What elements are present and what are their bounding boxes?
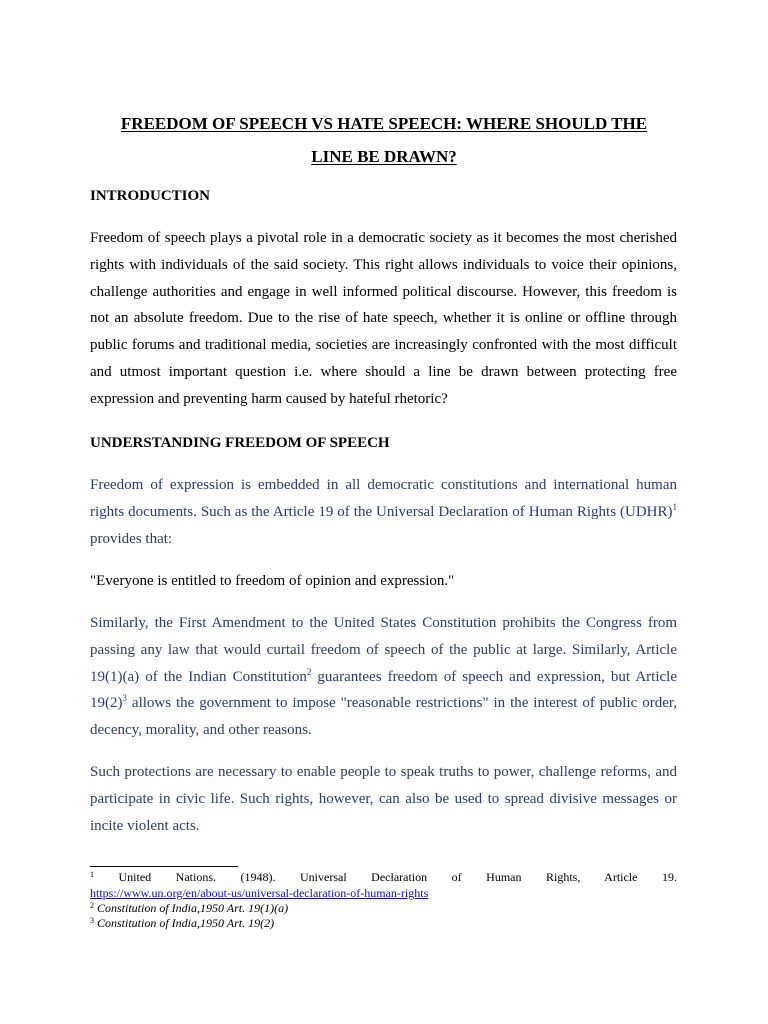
intro-paragraph: Freedom of speech plays a pivotal role in a democratic society as it becomes the most cherished rights with individuals of the said society. This right allows individuals to voice their opinions, challenge authorities and engage in well informed political discourse. However, this freedom is not an absolute freedom. Due to the rise of hate speech, whether it is online or offline through public forums and traditional media, societies are increasingly confronted with the most difficult and utmost important question i.e. where should a line be drawn between protecting free expression and preventing harm caused by hateful rhetoric? (90, 230, 677, 407)
udhr-quote: "Everyone is entitled to freedom of opinion and expression." (90, 573, 455, 589)
amendment-text-1: Similarly, the First Amendment to the United States Constitution prohibits the Congress from passing any law that would curtail freedom of speech of the public at large. Similarly, Article 19(1)(a) of the Indian Constitution (90, 615, 677, 685)
footnote-1-number: 1 (90, 870, 94, 879)
document-title (90, 107, 678, 173)
footnote-3 (90, 916, 677, 931)
footnote-3-text: Constitution of India,1950 Art. 19(2) (94, 916, 275, 930)
intro-heading: INTRODUCTION (90, 188, 211, 204)
footnote-ref-2[interactable]: 2 (306, 666, 312, 677)
protections-paragraph: Such protections are necessary to enable people to speak truths to power, challenge reforms, and participate in civic life. Such rights, however, can also be used to spread divisive messages or incite violent acts. (90, 764, 677, 834)
udhr-paragraph (90, 472, 677, 552)
footnote-1-link-line (90, 886, 677, 901)
footnote-2 (90, 901, 677, 916)
amendment-paragraph (90, 610, 677, 744)
footnote-2-number: 2 (90, 901, 94, 910)
footnote-ref-3[interactable]: 3 (122, 693, 127, 704)
footnote-2-text: Constitution of India,1950 Art. 19(1)(a) (94, 901, 289, 915)
footnote-separator (90, 866, 238, 867)
section-heading-understanding: UNDERSTANDING FREEDOM OF SPEECH (90, 435, 390, 451)
amendment-text-3: allows the government to impose "reasonable restrictions" in the interest of public order, decency, morality, and other reasons. (90, 695, 677, 739)
footnote-1 (90, 870, 677, 885)
footnote-1-link[interactable]: https://www.un.org/en/about-us/universal-declaration-of-human-rights (90, 886, 429, 900)
title-line-1: FREEDOM OF SPEECH VS HATE SPEECH: WHERE SHOULD THE (120, 114, 648, 133)
footnote-1-text: United Nations. (1948). Universal Declaration of Human Rights, Article 19. (94, 870, 677, 884)
udhr-text-end: provides that: (90, 530, 173, 547)
footnote-ref-1[interactable]: 1 (672, 501, 677, 512)
title-line-2: LINE BE DRAWN? (311, 147, 457, 166)
udhr-text: Freedom of expression is embedded in all democratic constitutions and international human rights documents. Such as the Article 19 of the Universal Declaration of Human Rights (UDHR) (90, 477, 677, 520)
footnote-3-number: 3 (90, 916, 94, 925)
amendment-text-2: guarantees freedom of speech and expression, but Article 19(2) (90, 668, 677, 712)
